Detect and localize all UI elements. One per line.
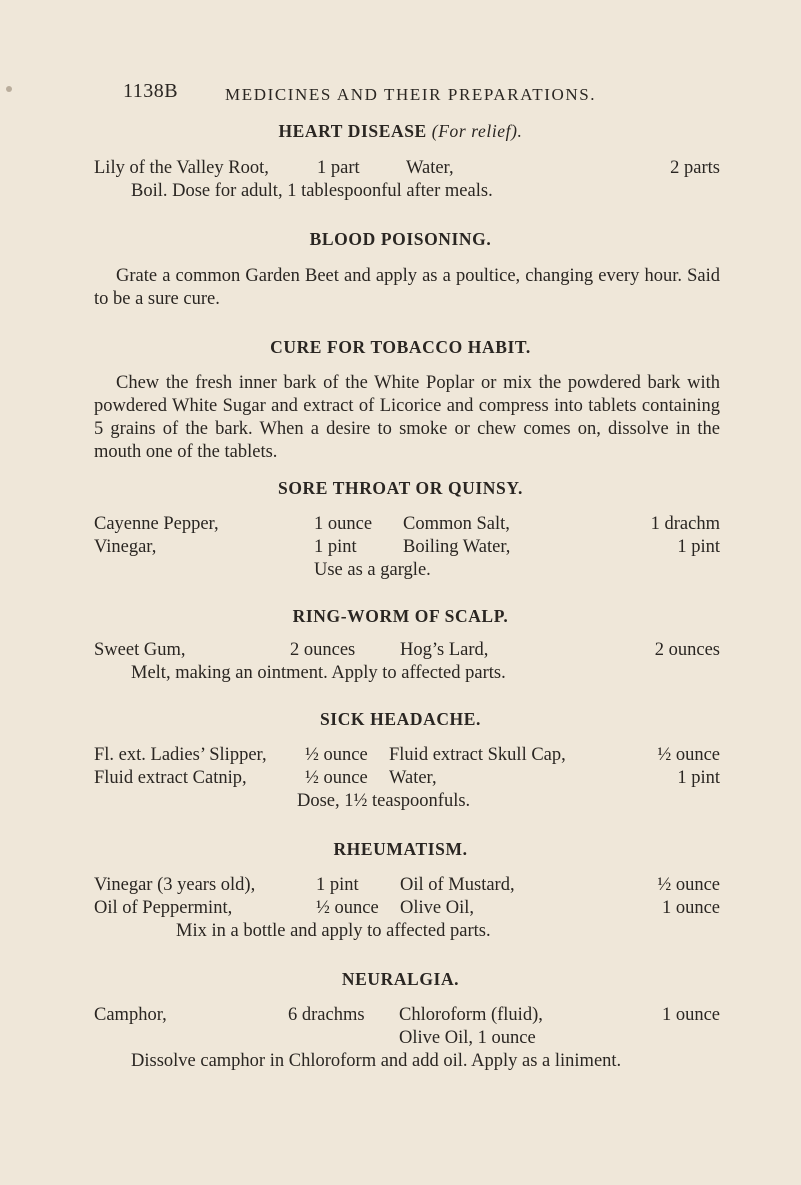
- ingredient-vinegar-old: Vinegar (3 years old),: [94, 875, 256, 895]
- ingredient-ladies-slipper: Fl. ext. Ladies’ Slipper,: [94, 745, 267, 765]
- ingredient-chloroform: Chloroform (fluid),: [399, 1005, 543, 1025]
- ingredient-lily-root: Lily of the Valley Root,: [94, 158, 269, 178]
- ingredient-olive-oil-line: Olive Oil, 1 ounce: [399, 1028, 536, 1048]
- qty-sweet-gum: 2 ounces: [290, 640, 356, 660]
- section-heading-rheumatism: RHEUMATISM.: [333, 839, 468, 859]
- qty-camphor: 6 drachms: [288, 1005, 365, 1025]
- qty-ladies-slipper: ½ ounce: [305, 745, 368, 765]
- qty-skull-cap: ½ ounce: [657, 745, 720, 765]
- instructions-rheumatism: Mix in a bottle and apply to affected parts.: [176, 921, 491, 941]
- ingredient-water: Water,: [406, 158, 454, 178]
- ingredient-vinegar: Vinegar,: [94, 537, 157, 557]
- speck: [6, 86, 12, 92]
- heading-note: (For relief).: [431, 121, 523, 141]
- ingredient-peppermint: Oil of Peppermint,: [94, 898, 233, 918]
- ingredient-cayenne: Cayenne Pepper,: [94, 514, 219, 534]
- paragraph-tobacco-habit: Chew the fresh inner bark of the White Poplar or mix the powdered bark with powdered White Sugar and extract of Licorice and compress into tablets containing 5 grains of the bark. When a desire to smoke or chew comes on, dissolve in the mouth one of the tablets.: [94, 373, 720, 462]
- qty-peppermint: ½ ounce: [316, 898, 379, 918]
- qty-cayenne: 1 ounce: [314, 514, 373, 534]
- qty-hogs-lard: 2 ounces: [654, 640, 720, 660]
- section-heading-heart-disease: [0, 121, 801, 142]
- qty-boiling-water: 1 pint: [677, 537, 720, 557]
- qty-catnip: ½ ounce: [305, 768, 368, 788]
- ingredient-catnip: Fluid extract Catnip,: [94, 768, 247, 788]
- section-heading-neuralgia: NEURALGIA.: [341, 969, 460, 989]
- running-title: MEDICINES AND THEIR PREPARATIONS.: [225, 85, 597, 104]
- ingredient-oil-of-mustard: Oil of Mustard,: [400, 875, 515, 895]
- qty-common-salt: 1 drachm: [650, 514, 720, 534]
- paragraph-blood-poisoning: Grate a common Garden Beet and apply as a poultice, changing every hour. Said to be a sure cure.: [94, 266, 720, 309]
- ingredient-skull-cap: Fluid extract Skull Cap,: [389, 745, 566, 765]
- qty-oil-of-mustard: ½ ounce: [657, 875, 720, 895]
- qty-lily-root: 1 part: [317, 158, 360, 178]
- ingredient-water: Water,: [389, 768, 437, 788]
- ingredient-hogs-lard: Hog’s Lard,: [400, 640, 489, 660]
- section-heading-blood-poisoning: BLOOD POISONING.: [309, 229, 492, 249]
- instructions-sick-headache: Dose, 1½ teaspoonfuls.: [297, 791, 471, 811]
- qty-water: 1 pint: [677, 768, 720, 788]
- ingredient-boiling-water: Boiling Water,: [403, 537, 511, 557]
- qty-water: 2 parts: [670, 158, 720, 178]
- qty-chloroform: 1 ounce: [661, 1005, 720, 1025]
- ingredient-olive-oil: Olive Oil,: [400, 898, 474, 918]
- qty-vinegar: 1 pint: [314, 537, 357, 557]
- ingredient-sweet-gum: Sweet Gum,: [94, 640, 186, 660]
- ingredient-common-salt: Common Salt,: [403, 514, 510, 534]
- ingredient-camphor: Camphor,: [94, 1005, 167, 1025]
- section-heading-sore-throat: SORE THROAT OR QUINSY.: [278, 478, 523, 498]
- section-heading-sick-headache: SICK HEADACHE.: [319, 709, 482, 729]
- section-heading-tobacco-habit: CURE FOR TOBACCO HABIT.: [270, 337, 531, 357]
- heading-text: HEART DISEASE: [278, 121, 427, 141]
- instructions-ring-worm: Melt, making an ointment. Apply to affected parts.: [131, 663, 506, 683]
- page-number: 1138B: [123, 80, 179, 102]
- instructions-neuralgia: Dissolve camphor in Chloroform and add oil. Apply as a liniment.: [131, 1051, 622, 1071]
- qty-olive-oil: 1 ounce: [661, 898, 720, 918]
- section-heading-ring-worm: RING-WORM OF SCALP.: [292, 606, 509, 626]
- qty-vinegar-old: 1 pint: [316, 875, 359, 895]
- instructions-heart-disease: Boil. Dose for adult, 1 tablespoonful after meals.: [131, 181, 493, 201]
- instructions-sore-throat: Use as a gargle.: [314, 560, 431, 580]
